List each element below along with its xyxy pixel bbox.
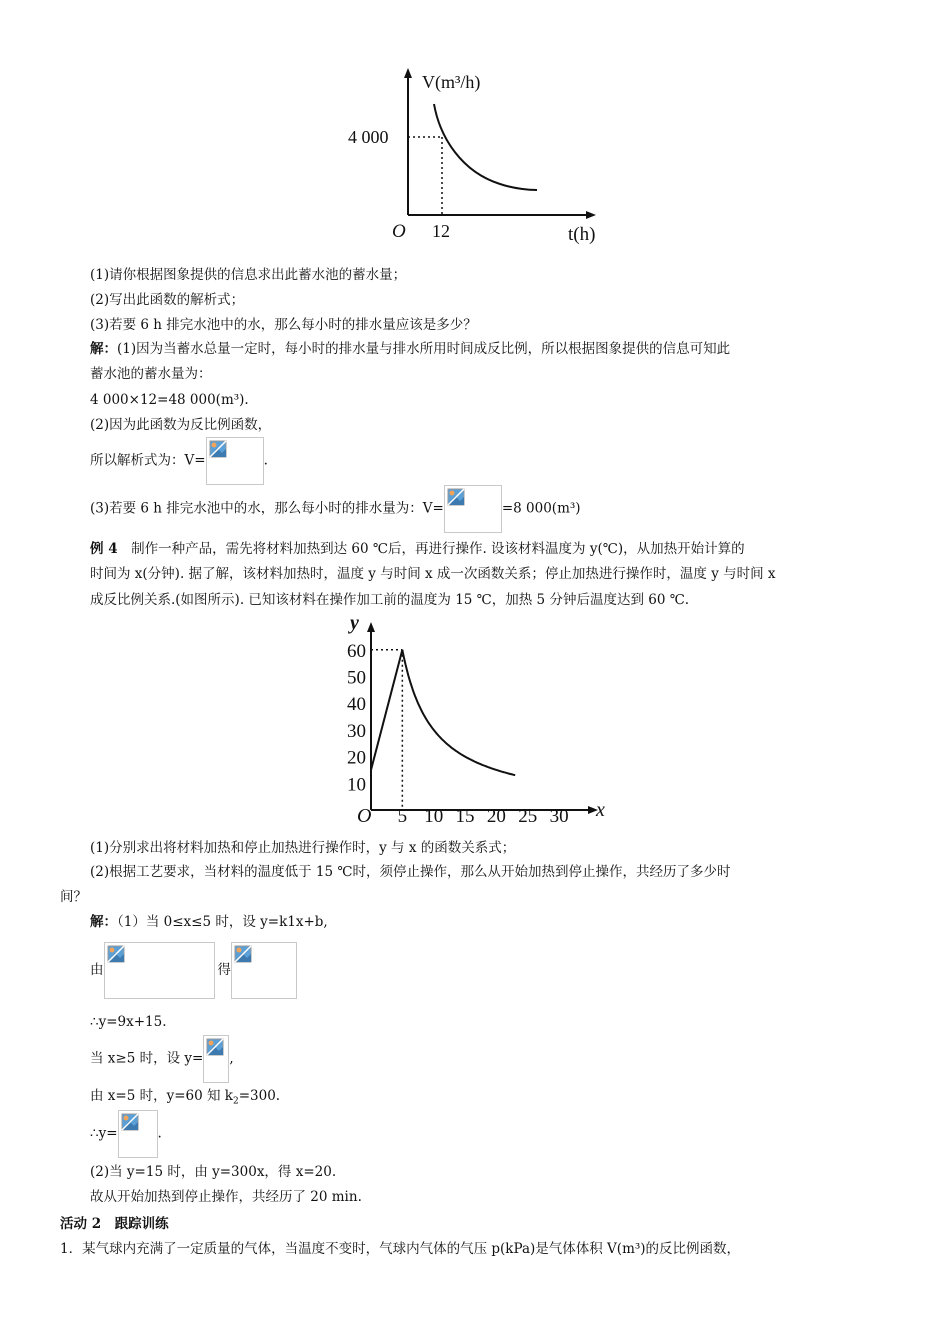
x-axis-label: t(h): [568, 224, 596, 245]
result2-prefix: ∴y=: [90, 1125, 118, 1142]
example-4-line1: 制作一种产品，需先将材料加热到达 60 ℃后，再进行操作. 设该材料温度为 y(℃)，从加热开始计算的: [117, 541, 745, 557]
solution-4-2: (2)当 y=15 时，由 y=300x，得 x=20.: [90, 1164, 337, 1180]
x-axis-arrow: [586, 211, 596, 219]
solution-4-label: 解：: [90, 914, 117, 930]
solution-label: 解：: [90, 341, 117, 357]
k2-subscript: 2: [232, 1096, 239, 1107]
y-tick-label: 30: [347, 720, 366, 742]
system-middle: 得: [217, 962, 231, 978]
solution-4-final: 故从开始加热到停止操作，共经历了 20 min.: [90, 1189, 362, 1205]
broken-image-icon: [206, 1038, 224, 1056]
x-tick-label: 10: [424, 806, 444, 827]
solution-4-k2: [90, 1086, 280, 1112]
y-tick-label: 4 000: [348, 127, 389, 147]
when-text: 当 x≥5 时，设 y=: [90, 1050, 204, 1067]
equation-result-placeholder: [231, 942, 297, 999]
solution-part1: [90, 337, 890, 362]
x-tick-label: 25: [518, 806, 538, 827]
x-axis-label: x: [596, 799, 605, 821]
y-tick-label: 10: [347, 774, 366, 796]
example-4-line3: 成反比例关系.(如图所示). 已知该材料在操作加工前的温度为 15 ℃，加热 5 分钟后温度达到 60 ℃.: [90, 592, 690, 608]
activity-heading: 活动 2 跟踪训练: [60, 1216, 169, 1232]
y-tick-label: 20: [347, 747, 366, 769]
problem-1: 1．某气球内充满了一定质量的气体，当温度不变时，气球内气体的气压 p(kPa)是气体体积 V(m³)的反比例函数，: [60, 1241, 741, 1257]
k2-suffix: =300.: [238, 1088, 281, 1104]
solution-4-1: [90, 912, 328, 932]
heating-line: [371, 650, 402, 770]
solution-4-result1: ∴y=9x+15.: [90, 1014, 167, 1030]
equation-system-placeholder: [104, 942, 215, 999]
solution-part2-formula: [90, 437, 268, 485]
y-tick-label: 40: [347, 694, 366, 716]
example-4: [90, 537, 890, 562]
solution-part1-line2: 蓄水池的蓄水量为：: [90, 366, 212, 382]
x-tick-label: 15: [455, 806, 475, 827]
k2-prefix: 由 x=5 时，y=60 知 k: [90, 1088, 233, 1104]
result2-suffix: .: [157, 1125, 162, 1142]
question-4-2-cont: 间？: [60, 889, 87, 905]
formula-suffix: .: [263, 452, 268, 469]
broken-image-icon: [209, 440, 227, 458]
solution-4-1-text: （1）当 0≤x≤5 时，设 y=k1x+b,: [117, 914, 328, 930]
y-axis-label: V(m³/h): [422, 72, 481, 92]
question-3: (3)若要 6 h 排完水池中的水，那么每小时的排水量应该是多少？: [90, 317, 477, 333]
broken-image-icon: [121, 1113, 139, 1131]
formula-image-placeholder: [118, 1110, 158, 1158]
broken-image-icon: [447, 488, 465, 506]
solution-4-when: [90, 1035, 234, 1083]
question-4-2: (2)根据工艺要求，当材料的温度低于 15 ℃时，须停止操作，那么从开始加热到停止操作，共经历了多少时: [90, 864, 731, 880]
solution-4-result2: [90, 1110, 162, 1158]
solution-part1-result: 4 000×12=48 000(m³).: [90, 392, 249, 408]
origin-label: O: [357, 805, 372, 827]
y-axis-arrow: [367, 622, 375, 632]
formula-prefix: 所以解析式为：V=: [90, 452, 206, 469]
x-tick-label: 12: [432, 221, 450, 241]
system-prefix: 由: [90, 962, 104, 978]
formula-image-placeholder: [444, 485, 502, 533]
y-tick-label: 50: [347, 667, 366, 689]
formula-image-placeholder: [203, 1035, 229, 1083]
x-tick-label: 30: [549, 806, 569, 827]
solution-part1-text: (1)因为当蓄水总量一定时，每小时的排水量与排水所用时间成反比例，所以根据图象提供的信息可知此: [117, 341, 731, 357]
broken-image-icon: [107, 945, 125, 963]
x-tick-label: 5: [397, 806, 408, 827]
question-4-1: (1)分别求出将材料加热和停止加热进行操作时，y 与 x 的函数关系式；: [90, 840, 516, 856]
solution-part2: (2)因为此函数为反比例函数，: [90, 417, 272, 433]
question-1: (1)请你根据图象提供的信息求出此蓄水池的蓄水量；: [90, 267, 407, 283]
solution-part3: [90, 485, 581, 533]
solution-part3-text: (3)若要 6 h 排完水池中的水，那么每小时的排水量为：V=: [90, 500, 444, 517]
broken-image-icon: [234, 945, 252, 963]
cooling-curve: [402, 650, 515, 775]
temperature-time-chart: [330, 612, 630, 827]
example-4-label: 例 4: [90, 541, 118, 557]
y-axis-label: y: [350, 612, 359, 634]
volume-time-chart: [340, 60, 620, 250]
question-2: (2)写出此函数的解析式；: [90, 292, 245, 308]
formula-image-placeholder: [206, 437, 264, 485]
y-tick-label: 60: [347, 640, 366, 662]
solution-part3-result: =8 000(m³): [501, 500, 581, 517]
solution-4-system: [90, 942, 297, 999]
x-tick-label: 20: [486, 806, 506, 827]
y-axis-arrow: [404, 68, 412, 78]
origin-label: O: [392, 221, 406, 242]
inverse-curve: [434, 104, 537, 190]
example-4-line2: 时间为 x(分钟). 据了解，该材料加热时，温度 y 与时间 x 成一次函数关系；停止加热进行操作时，温度 y 与时间 x: [90, 566, 776, 582]
when-suffix: ,: [229, 1050, 234, 1067]
